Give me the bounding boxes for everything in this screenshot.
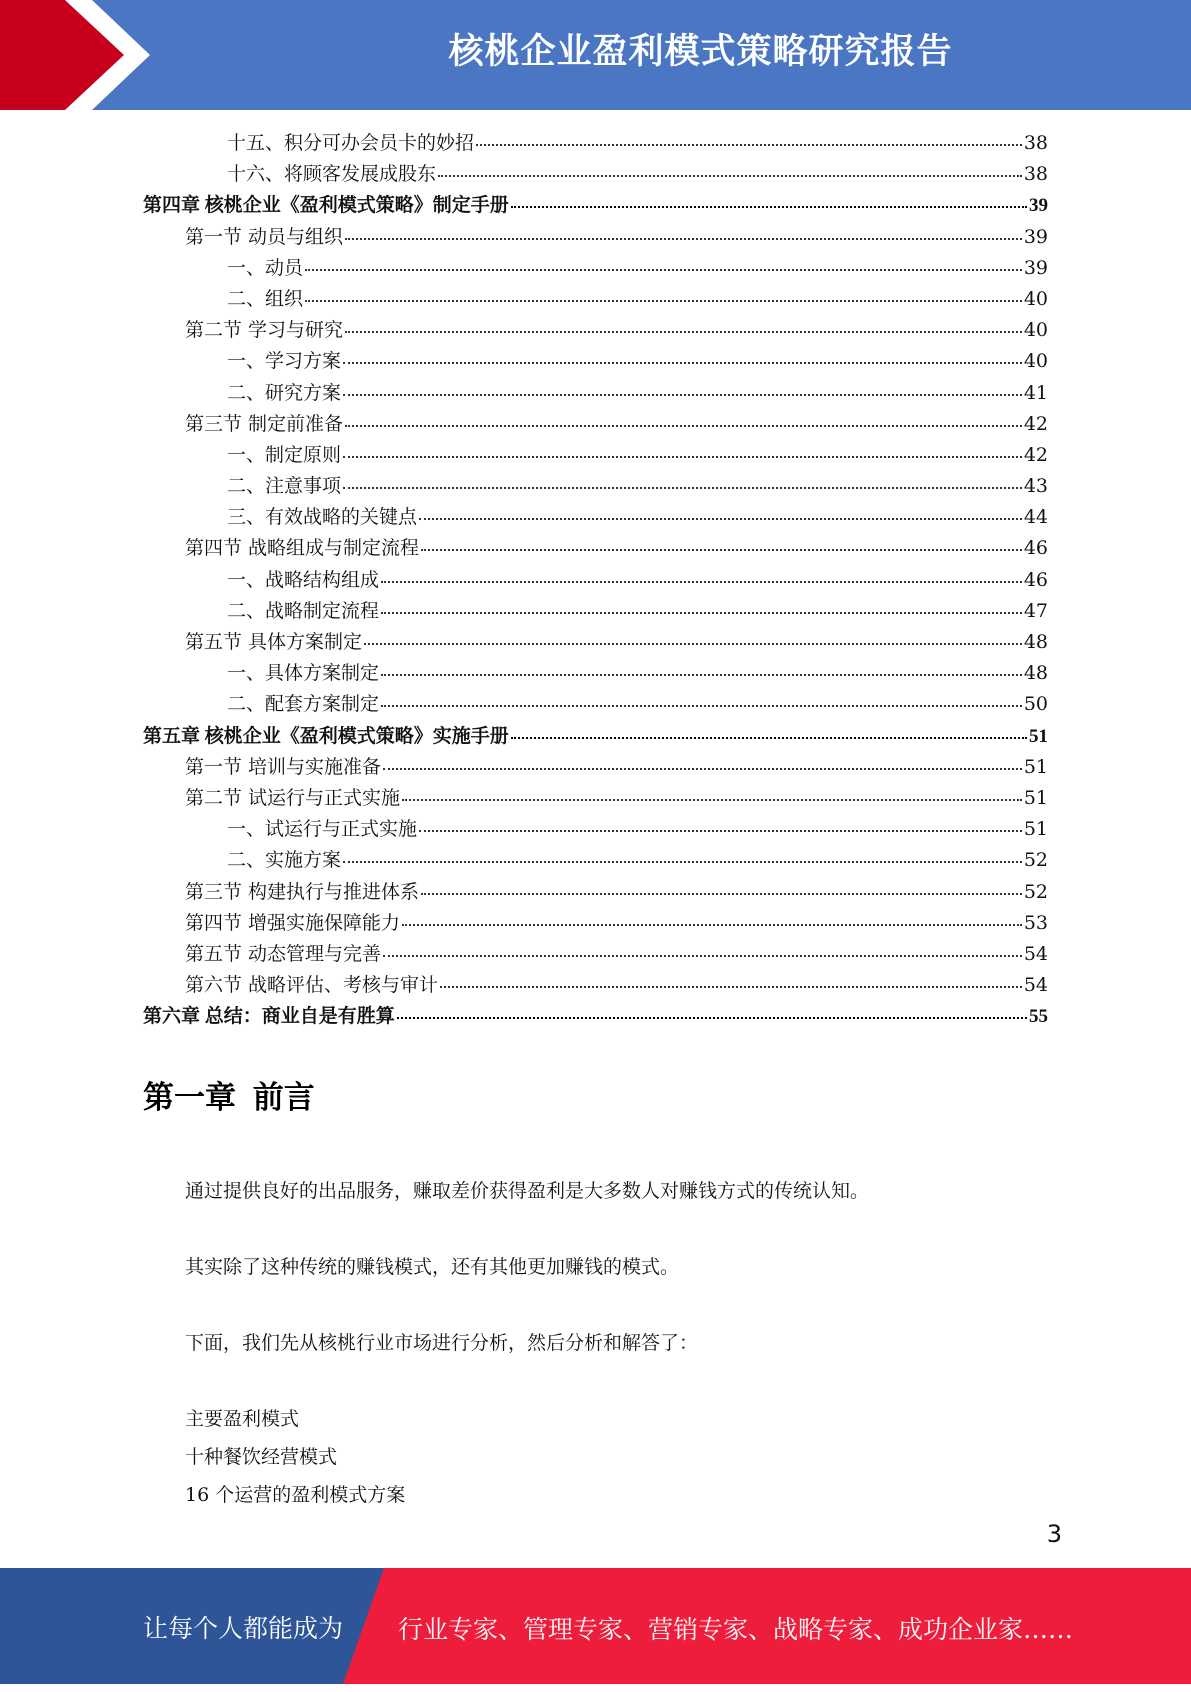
toc-dot-leader [345,331,1022,333]
paragraph-2: 其实除了这种传统的赚钱模式，还有其他更加赚钱的模式。 [185,1256,680,1278]
toc-entry[interactable] [143,845,1048,876]
toc-entry-page: 48 [1023,631,1048,653]
toc-entry-label: 第四节 增强实施保障能力 [185,911,401,934]
toc-entry[interactable] [143,222,1048,253]
toc-entry-label: 二、研究方案 [227,381,342,404]
toc-entry-page: 44 [1023,506,1048,529]
list-item-1: 主要盈利模式 [185,1408,300,1430]
toc-entry-page: 51 [1023,818,1048,841]
toc-entry-page: 51 [1029,725,1048,747]
report-title: 核桃企业盈利模式策略研究报告 [448,32,953,72]
toc-entry[interactable] [143,1001,1048,1032]
toc-entry[interactable] [143,658,1048,689]
toc-entry-page: 47 [1023,599,1048,622]
toc-entry[interactable] [143,502,1048,533]
toc-entry[interactable] [143,970,1048,1001]
toc-dot-leader [381,581,1022,583]
toc-entry-label: 第六节 战略评估、考核与审计 [185,974,439,997]
toc-dot-leader [364,643,1022,645]
toc-dot-leader [305,269,1022,271]
list-item-2: 十种餐饮经营模式 [185,1446,338,1468]
toc-entry-page: 53 [1023,911,1048,934]
toc-entry-page: 39 [1023,256,1048,279]
toc-entry-label: 一、制定原则 [227,443,342,466]
toc-dot-leader [343,487,1022,489]
toc-entry[interactable] [143,440,1048,471]
toc-dot-leader [343,362,1022,364]
toc-dot-leader [397,1017,1027,1019]
toc-entry-page: 41 [1023,381,1048,404]
toc-entry[interactable] [143,783,1048,814]
toc-entry[interactable] [143,689,1048,720]
toc-entry-page: 38 [1023,163,1048,186]
toc-entry-page: 51 [1023,786,1048,809]
toc-entry-label: 二、组织 [227,287,304,310]
toc-dot-leader [421,893,1022,895]
list-item-3: 16 个运营的盈利模式方案 [185,1484,406,1506]
toc-entry[interactable] [143,939,1048,970]
toc-entry[interactable] [143,908,1048,939]
toc-entry-label: 二、实施方案 [227,849,342,872]
toc-entry[interactable] [143,315,1048,346]
toc-entry-label: 第一节 培训与实施准备 [185,755,382,778]
toc-entry[interactable] [143,284,1048,315]
toc-entry[interactable] [143,596,1048,627]
toc-dot-leader [476,144,1022,146]
toc-entry[interactable] [143,128,1048,159]
toc-entry[interactable] [143,814,1048,845]
toc-entry-label: 三、有效战略的关键点 [227,506,418,529]
toc-entry-label: 一、战略结构组成 [227,568,380,591]
toc-dot-leader [402,799,1022,801]
header-arrow-decoration [0,0,260,110]
toc-entry-label: 一、学习方案 [227,350,342,373]
toc-entry[interactable] [143,627,1048,658]
table-of-contents [143,128,1048,1032]
footer-slogan-left: 让每个人都能成为 [143,1614,344,1643]
toc-entry[interactable] [143,533,1048,564]
toc-entry-label: 第五节 具体方案制定 [185,631,363,653]
toc-entry[interactable] [143,253,1048,284]
toc-entry-label: 一、动员 [227,256,304,279]
toc-entry[interactable] [143,877,1048,908]
toc-dot-leader [381,705,1022,707]
toc-dot-leader [343,861,1022,863]
toc-entry-page: 55 [1029,1006,1048,1028]
toc-dot-leader [383,768,1022,770]
toc-entry-label: 第三节 制定前准备 [185,412,344,435]
toc-entry-page: 38 [1023,132,1048,154]
toc-entry-page: 42 [1023,412,1048,435]
toc-dot-leader [438,175,1022,177]
toc-entry-page: 40 [1023,319,1048,342]
toc-dot-leader [383,955,1022,957]
toc-entry-page: 54 [1023,974,1048,997]
toc-dot-leader [511,206,1027,208]
toc-entry-label: 第五章 核桃企业《盈利模式策略》实施手册 [143,725,509,747]
toc-entry-page: 50 [1023,693,1048,716]
toc-dot-leader [421,549,1022,551]
toc-entry-page: 51 [1023,755,1048,778]
toc-dot-leader [305,300,1022,302]
toc-dot-leader [419,518,1022,520]
toc-entry[interactable] [143,721,1048,752]
toc-entry-page: 39 [1029,195,1048,217]
page-number: 3 [1046,1520,1062,1548]
toc-entry-page: 54 [1023,942,1048,965]
toc-entry-page: 46 [1023,537,1048,560]
toc-dot-leader [345,238,1022,240]
toc-entry-page: 39 [1023,225,1048,248]
toc-dot-leader [419,830,1022,832]
toc-entry[interactable] [143,346,1048,377]
toc-entry-label: 第三节 构建执行与推进体系 [185,880,420,903]
toc-entry-label: 第一节 动员与组织 [185,225,344,248]
toc-dot-leader [402,924,1022,926]
toc-entry-page: 43 [1023,475,1048,498]
toc-entry-label: 二、注意事项 [227,475,342,498]
toc-dot-leader [440,986,1022,988]
toc-entry[interactable] [143,409,1048,440]
toc-entry-page: 52 [1023,849,1048,872]
footer-banner [0,1568,1191,1684]
toc-dot-leader [511,737,1027,739]
toc-entry-page: 40 [1023,350,1048,373]
paragraph-3: 下面，我们先从核桃行业市场进行分析，然后分析和解答了： [185,1332,699,1354]
toc-entry-page: 48 [1023,662,1048,685]
header-banner [0,0,1191,110]
footer-slogan-right: 行业专家、管理专家、营销专家、战略专家、成功企业家…… [398,1615,1074,1644]
toc-dot-leader [381,674,1022,676]
toc-entry-label: 第二节 学习与研究 [185,319,344,342]
toc-entry-label: 第二节 试运行与正式实施 [185,786,401,809]
toc-entry-label: 第六章 总结：商业自是有胜算 [143,1006,395,1028]
toc-entry-label: 第五节 动态管理与完善 [185,942,382,965]
toc-entry[interactable] [143,471,1048,502]
toc-dot-leader [345,425,1022,427]
toc-entry[interactable] [143,159,1048,190]
toc-dot-leader [343,456,1022,458]
toc-entry-label: 一、具体方案制定 [227,662,380,685]
toc-entry[interactable] [143,190,1048,221]
toc-entry[interactable] [143,565,1048,596]
toc-dot-leader [343,394,1022,396]
toc-entry-label: 第四节 战略组成与制定流程 [185,537,420,560]
toc-entry-label: 第四章 核桃企业《盈利模式策略》制定手册 [143,195,509,217]
toc-entry-label: 十六、将顾客发展成股东 [227,163,437,186]
toc-dot-leader [381,612,1022,614]
toc-entry-page: 46 [1023,568,1048,591]
toc-entry-label: 二、配套方案制定 [227,693,380,716]
toc-entry[interactable] [143,752,1048,783]
toc-entry-label: 二、战略制定流程 [227,599,380,622]
toc-entry-page: 42 [1023,443,1048,466]
paragraph-1: 通过提供良好的出品服务，赚取差价获得盈利是大多数人对赚钱方式的传统认知。 [185,1180,870,1202]
toc-entry-page: 40 [1023,287,1048,310]
toc-entry[interactable] [143,378,1048,409]
toc-entry-label: 一、试运行与正式实施 [227,818,418,841]
toc-entry-page: 52 [1023,880,1048,903]
toc-entry-label: 十五、积分可办会员卡的妙招 [227,132,475,154]
chapter-heading: 第一章 前言 [143,1080,315,1116]
